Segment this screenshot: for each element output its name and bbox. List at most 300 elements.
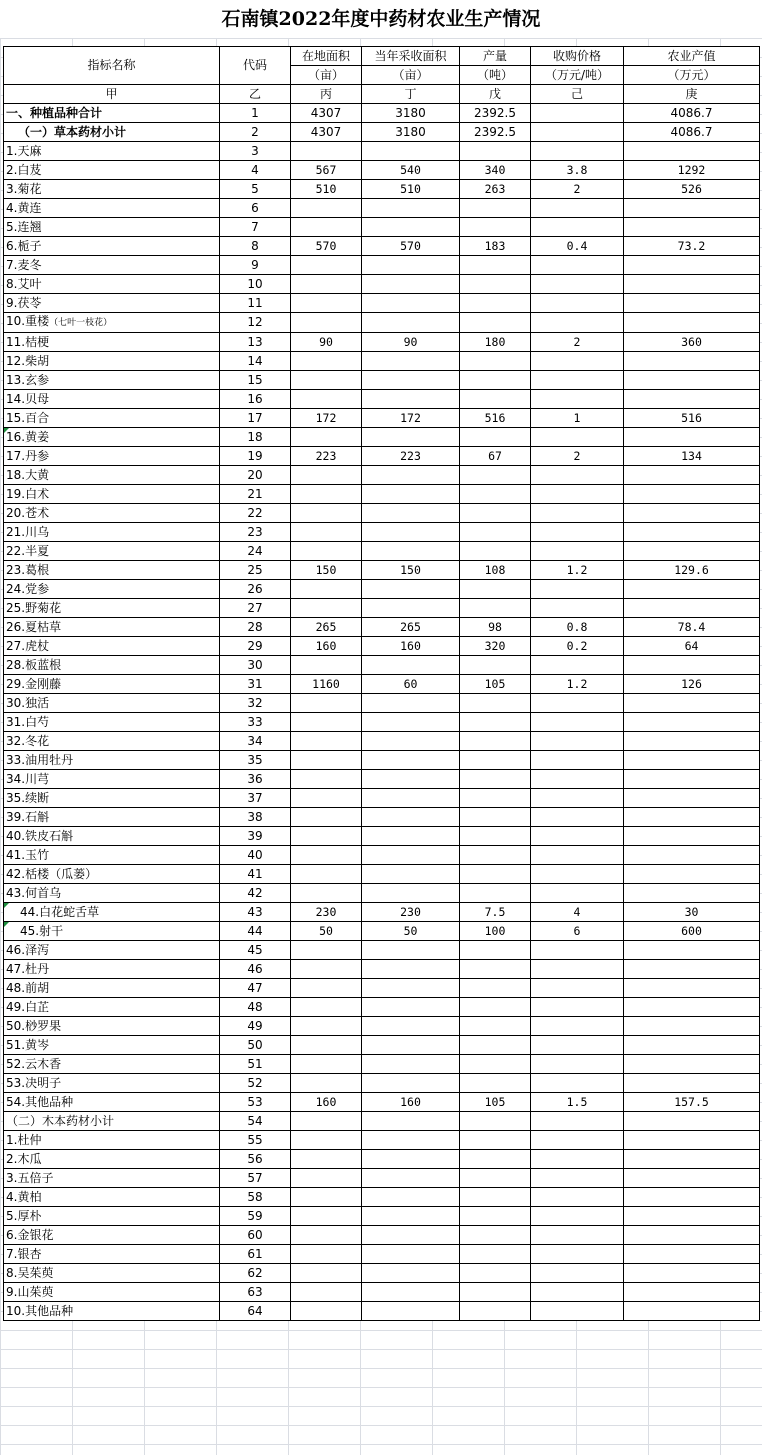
cell-code[interactable]: 50: [220, 1036, 291, 1055]
cell-harvest[interactable]: 60: [362, 675, 460, 694]
cell-code[interactable]: 5: [220, 180, 291, 199]
header-harvest-unit[interactable]: （亩）: [362, 66, 460, 85]
cell-area[interactable]: [291, 313, 362, 333]
cell-price[interactable]: [531, 827, 624, 846]
cell-value[interactable]: [624, 979, 760, 998]
cell-harvest[interactable]: [362, 542, 460, 561]
cell-code[interactable]: 56: [220, 1150, 291, 1169]
cell-indicator-name[interactable]: [4, 713, 220, 732]
cell-harvest[interactable]: [362, 390, 460, 409]
cell-indicator-name[interactable]: [4, 979, 220, 998]
header-value[interactable]: 农业产值: [624, 47, 760, 66]
cell-price[interactable]: [531, 580, 624, 599]
cell-output[interactable]: [460, 485, 531, 504]
cell-harvest[interactable]: [362, 1226, 460, 1245]
cell-area[interactable]: 567: [291, 161, 362, 180]
cell-price[interactable]: [531, 1169, 624, 1188]
cell-code[interactable]: 12: [220, 313, 291, 333]
cell-harvest[interactable]: [362, 941, 460, 960]
cell-indicator-name[interactable]: [4, 466, 220, 485]
cell-value[interactable]: [624, 1302, 760, 1321]
cell-indicator-name[interactable]: [4, 142, 220, 161]
cell-output[interactable]: [460, 294, 531, 313]
cell-area[interactable]: [291, 865, 362, 884]
cell-output[interactable]: 67: [460, 447, 531, 466]
cell-price[interactable]: [531, 352, 624, 371]
cell-area[interactable]: [291, 599, 362, 618]
cell-value[interactable]: 64: [624, 637, 760, 656]
cell-code[interactable]: 32: [220, 694, 291, 713]
cell-harvest[interactable]: [362, 599, 460, 618]
cell-area[interactable]: [291, 1283, 362, 1302]
cell-price[interactable]: [531, 313, 624, 333]
cell-area[interactable]: [291, 523, 362, 542]
cell-code[interactable]: 33: [220, 713, 291, 732]
header-harvest[interactable]: 当年采收面积: [362, 47, 460, 66]
cell-price[interactable]: 1.2: [531, 675, 624, 694]
cell-code[interactable]: 38: [220, 808, 291, 827]
cell-value[interactable]: [624, 390, 760, 409]
cell-harvest[interactable]: [362, 1169, 460, 1188]
cell-harvest[interactable]: [362, 1055, 460, 1074]
cell-area[interactable]: [291, 960, 362, 979]
cell-value[interactable]: 526: [624, 180, 760, 199]
cell-code[interactable]: 13: [220, 333, 291, 352]
cell-indicator-name[interactable]: [4, 1188, 220, 1207]
cell-value[interactable]: [624, 694, 760, 713]
cell-price[interactable]: [531, 599, 624, 618]
cell-value[interactable]: 129.6: [624, 561, 760, 580]
cell-area[interactable]: [291, 941, 362, 960]
cell-output[interactable]: [460, 1264, 531, 1283]
cell-price[interactable]: [531, 1112, 624, 1131]
cell-harvest[interactable]: [362, 770, 460, 789]
cell-area[interactable]: [291, 542, 362, 561]
cell-value[interactable]: [624, 142, 760, 161]
cell-area[interactable]: [291, 1169, 362, 1188]
cell-value[interactable]: 157.5: [624, 1093, 760, 1112]
cell-harvest[interactable]: [362, 371, 460, 390]
cell-harvest[interactable]: [362, 694, 460, 713]
cell-area[interactable]: [291, 808, 362, 827]
cell-value[interactable]: [624, 1245, 760, 1264]
cell-price[interactable]: 1.2: [531, 561, 624, 580]
cell-harvest[interactable]: [362, 294, 460, 313]
cell-code[interactable]: 16: [220, 390, 291, 409]
cell-harvest[interactable]: [362, 884, 460, 903]
cell-output[interactable]: [460, 428, 531, 447]
cell-price[interactable]: [531, 1017, 624, 1036]
cell-harvest[interactable]: [362, 504, 460, 523]
cell-value[interactable]: 73.2: [624, 237, 760, 256]
cell-price[interactable]: [531, 865, 624, 884]
cell-value[interactable]: [624, 1112, 760, 1131]
cell-indicator-name[interactable]: [4, 1169, 220, 1188]
cell-code[interactable]: 40: [220, 846, 291, 865]
cell-indicator-name[interactable]: [4, 599, 220, 618]
cell-indicator-name[interactable]: [4, 960, 220, 979]
cell-indicator-name[interactable]: [4, 199, 220, 218]
cell-code[interactable]: 58: [220, 1188, 291, 1207]
cell-value[interactable]: [624, 199, 760, 218]
cell-price[interactable]: [531, 371, 624, 390]
cell-output[interactable]: 180: [460, 333, 531, 352]
cell-price[interactable]: 0.2: [531, 637, 624, 656]
cell-price[interactable]: [531, 656, 624, 675]
cell-area[interactable]: [291, 732, 362, 751]
cell-harvest[interactable]: [362, 1036, 460, 1055]
cell-code[interactable]: 63: [220, 1283, 291, 1302]
cell-area[interactable]: [291, 998, 362, 1017]
cell-indicator-name[interactable]: [4, 808, 220, 827]
cell-area[interactable]: [291, 979, 362, 998]
cell-area[interactable]: [291, 142, 362, 161]
cell-area[interactable]: [291, 884, 362, 903]
letter-cell[interactable]: 甲: [4, 85, 220, 104]
cell-indicator-name[interactable]: [4, 1226, 220, 1245]
cell-code[interactable]: 44: [220, 922, 291, 941]
cell-code[interactable]: 25: [220, 561, 291, 580]
cell-harvest[interactable]: [362, 827, 460, 846]
cell-harvest[interactable]: [362, 1017, 460, 1036]
cell-harvest[interactable]: [362, 485, 460, 504]
cell-harvest[interactable]: 510: [362, 180, 460, 199]
cell-value[interactable]: [624, 884, 760, 903]
cell-indicator-name[interactable]: [4, 618, 220, 637]
cell-indicator-name[interactable]: [4, 637, 220, 656]
cell-value[interactable]: 1292: [624, 161, 760, 180]
cell-price[interactable]: 1: [531, 409, 624, 428]
cell-area[interactable]: [291, 1036, 362, 1055]
cell-indicator-name[interactable]: [4, 846, 220, 865]
cell-value[interactable]: [624, 827, 760, 846]
cell-harvest[interactable]: [362, 1131, 460, 1150]
cell-value[interactable]: [624, 371, 760, 390]
cell-harvest[interactable]: [362, 1302, 460, 1321]
cell-output[interactable]: [460, 732, 531, 751]
header-value-unit[interactable]: （万元）: [624, 66, 760, 85]
cell-code[interactable]: 19: [220, 447, 291, 466]
cell-price[interactable]: [531, 485, 624, 504]
cell-area[interactable]: [291, 713, 362, 732]
cell-area[interactable]: [291, 770, 362, 789]
cell-code[interactable]: 31: [220, 675, 291, 694]
cell-value[interactable]: 4086.7: [624, 123, 760, 142]
cell-value[interactable]: [624, 466, 760, 485]
cell-output[interactable]: [460, 1188, 531, 1207]
cell-value[interactable]: [624, 599, 760, 618]
cell-indicator-name[interactable]: [4, 333, 220, 352]
cell-indicator-name[interactable]: [4, 275, 220, 294]
cell-value[interactable]: [624, 313, 760, 333]
cell-price[interactable]: 2: [531, 447, 624, 466]
cell-value[interactable]: [624, 941, 760, 960]
cell-indicator-name[interactable]: [4, 180, 220, 199]
cell-indicator-name[interactable]: [4, 1112, 220, 1131]
cell-area[interactable]: 4307: [291, 104, 362, 123]
cell-harvest[interactable]: [362, 1264, 460, 1283]
cell-code[interactable]: 11: [220, 294, 291, 313]
cell-indicator-name[interactable]: [4, 428, 220, 447]
cell-indicator-name[interactable]: [4, 294, 220, 313]
cell-price[interactable]: [531, 428, 624, 447]
cell-indicator-name[interactable]: [4, 770, 220, 789]
cell-code[interactable]: 43: [220, 903, 291, 922]
cell-output[interactable]: [460, 694, 531, 713]
letter-cell[interactable]: 乙: [220, 85, 291, 104]
cell-value[interactable]: 78.4: [624, 618, 760, 637]
cell-harvest[interactable]: [362, 960, 460, 979]
cell-output[interactable]: 340: [460, 161, 531, 180]
header-output[interactable]: 产量: [460, 47, 531, 66]
cell-price[interactable]: [531, 789, 624, 808]
cell-output[interactable]: [460, 256, 531, 275]
cell-price[interactable]: [531, 808, 624, 827]
cell-value[interactable]: [624, 1188, 760, 1207]
cell-area[interactable]: [291, 1245, 362, 1264]
cell-value[interactable]: [624, 713, 760, 732]
cell-price[interactable]: 1.5: [531, 1093, 624, 1112]
cell-code[interactable]: 24: [220, 542, 291, 561]
cell-area[interactable]: 223: [291, 447, 362, 466]
cell-area[interactable]: [291, 275, 362, 294]
cell-value[interactable]: [624, 523, 760, 542]
cell-area[interactable]: 160: [291, 637, 362, 656]
cell-indicator-name[interactable]: [4, 1017, 220, 1036]
cell-harvest[interactable]: [362, 218, 460, 237]
cell-indicator-name[interactable]: [4, 732, 220, 751]
cell-value[interactable]: [624, 1283, 760, 1302]
cell-harvest[interactable]: [362, 732, 460, 751]
cell-code[interactable]: 62: [220, 1264, 291, 1283]
cell-code[interactable]: 27: [220, 599, 291, 618]
cell-harvest[interactable]: [362, 580, 460, 599]
cell-harvest[interactable]: [362, 979, 460, 998]
cell-price[interactable]: [531, 104, 624, 123]
cell-indicator-name[interactable]: [4, 447, 220, 466]
cell-area[interactable]: [291, 1074, 362, 1093]
cell-output[interactable]: [460, 656, 531, 675]
cell-area[interactable]: 160: [291, 1093, 362, 1112]
cell-output[interactable]: [460, 827, 531, 846]
header-price-unit[interactable]: （万元/吨）: [531, 66, 624, 85]
cell-code[interactable]: 26: [220, 580, 291, 599]
cell-price[interactable]: [531, 941, 624, 960]
cell-price[interactable]: [531, 256, 624, 275]
cell-area[interactable]: 570: [291, 237, 362, 256]
cell-code[interactable]: 39: [220, 827, 291, 846]
cell-value[interactable]: [624, 1131, 760, 1150]
cell-price[interactable]: [531, 523, 624, 542]
cell-value[interactable]: [624, 1264, 760, 1283]
cell-indicator-name[interactable]: [4, 485, 220, 504]
cell-code[interactable]: 1: [220, 104, 291, 123]
cell-price[interactable]: [531, 1226, 624, 1245]
cell-area[interactable]: [291, 694, 362, 713]
cell-price[interactable]: 0.8: [531, 618, 624, 637]
cell-area[interactable]: [291, 1188, 362, 1207]
cell-area[interactable]: [291, 256, 362, 275]
cell-price[interactable]: [531, 713, 624, 732]
cell-harvest[interactable]: 570: [362, 237, 460, 256]
cell-output[interactable]: [460, 751, 531, 770]
cell-harvest[interactable]: [362, 789, 460, 808]
cell-harvest[interactable]: [362, 523, 460, 542]
cell-price[interactable]: [531, 1245, 624, 1264]
cell-output[interactable]: [460, 390, 531, 409]
cell-code[interactable]: 42: [220, 884, 291, 903]
cell-price[interactable]: 3.8: [531, 161, 624, 180]
cell-area[interactable]: 510: [291, 180, 362, 199]
cell-indicator-name[interactable]: [4, 1036, 220, 1055]
cell-area[interactable]: 150: [291, 561, 362, 580]
cell-code[interactable]: 59: [220, 1207, 291, 1226]
letter-cell[interactable]: 庚: [624, 85, 760, 104]
cell-price[interactable]: [531, 694, 624, 713]
cell-area[interactable]: [291, 789, 362, 808]
header-code[interactable]: 代码: [220, 47, 291, 85]
cell-indicator-name[interactable]: [4, 1055, 220, 1074]
cell-indicator-name[interactable]: [4, 542, 220, 561]
cell-value[interactable]: [624, 218, 760, 237]
cell-value[interactable]: 360: [624, 333, 760, 352]
cell-indicator-name[interactable]: [4, 123, 220, 142]
cell-value[interactable]: [624, 656, 760, 675]
cell-indicator-name[interactable]: [4, 789, 220, 808]
cell-price[interactable]: [531, 884, 624, 903]
cell-value[interactable]: 126: [624, 675, 760, 694]
cell-output[interactable]: [460, 1055, 531, 1074]
cell-harvest[interactable]: 90: [362, 333, 460, 352]
cell-output[interactable]: [460, 199, 531, 218]
cell-price[interactable]: [531, 275, 624, 294]
cell-value[interactable]: [624, 1074, 760, 1093]
cell-code[interactable]: 10: [220, 275, 291, 294]
cell-output[interactable]: [460, 979, 531, 998]
cell-code[interactable]: 30: [220, 656, 291, 675]
cell-area[interactable]: [291, 656, 362, 675]
cell-value[interactable]: [624, 294, 760, 313]
cell-price[interactable]: [531, 466, 624, 485]
cell-output[interactable]: [460, 960, 531, 979]
cell-code[interactable]: 52: [220, 1074, 291, 1093]
cell-harvest[interactable]: [362, 808, 460, 827]
cell-code[interactable]: 21: [220, 485, 291, 504]
cell-harvest[interactable]: [362, 1188, 460, 1207]
cell-area[interactable]: [291, 1226, 362, 1245]
cell-value[interactable]: [624, 1169, 760, 1188]
cell-area[interactable]: [291, 466, 362, 485]
cell-price[interactable]: [531, 998, 624, 1017]
cell-indicator-name[interactable]: [4, 1245, 220, 1264]
cell-output[interactable]: [460, 1112, 531, 1131]
cell-indicator-name[interactable]: [4, 656, 220, 675]
header-name[interactable]: 指标名称: [4, 47, 220, 85]
cell-area[interactable]: [291, 827, 362, 846]
cell-price[interactable]: [531, 1264, 624, 1283]
cell-code[interactable]: 23: [220, 523, 291, 542]
cell-harvest[interactable]: 540: [362, 161, 460, 180]
cell-indicator-name[interactable]: [4, 694, 220, 713]
header-price[interactable]: 收购价格: [531, 47, 624, 66]
cell-output[interactable]: [460, 884, 531, 903]
cell-output[interactable]: [460, 599, 531, 618]
cell-price[interactable]: 2: [531, 180, 624, 199]
cell-indicator-name[interactable]: [4, 865, 220, 884]
cell-code[interactable]: 49: [220, 1017, 291, 1036]
cell-harvest[interactable]: [362, 466, 460, 485]
cell-value[interactable]: [624, 504, 760, 523]
cell-output[interactable]: 183: [460, 237, 531, 256]
cell-harvest[interactable]: 265: [362, 618, 460, 637]
cell-output[interactable]: [460, 770, 531, 789]
cell-output[interactable]: [460, 352, 531, 371]
cell-price[interactable]: [531, 732, 624, 751]
cell-indicator-name[interactable]: [4, 922, 220, 941]
cell-value[interactable]: [624, 1055, 760, 1074]
cell-indicator-name[interactable]: [4, 161, 220, 180]
cell-harvest[interactable]: [362, 1150, 460, 1169]
cell-code[interactable]: 4: [220, 161, 291, 180]
cell-value[interactable]: [624, 1017, 760, 1036]
cell-value[interactable]: [624, 732, 760, 751]
cell-price[interactable]: [531, 751, 624, 770]
cell-price[interactable]: [531, 1055, 624, 1074]
cell-code[interactable]: 47: [220, 979, 291, 998]
cell-output[interactable]: [460, 1302, 531, 1321]
cell-harvest[interactable]: [362, 751, 460, 770]
cell-indicator-name[interactable]: [4, 1207, 220, 1226]
cell-indicator-name[interactable]: [4, 523, 220, 542]
cell-area[interactable]: [291, 199, 362, 218]
cell-output[interactable]: [460, 713, 531, 732]
cell-indicator-name[interactable]: [4, 751, 220, 770]
cell-output[interactable]: 320: [460, 637, 531, 656]
cell-harvest[interactable]: [362, 352, 460, 371]
cell-code[interactable]: 6: [220, 199, 291, 218]
cell-price[interactable]: 0.4: [531, 237, 624, 256]
cell-area[interactable]: [291, 428, 362, 447]
cell-code[interactable]: 48: [220, 998, 291, 1017]
cell-output[interactable]: [460, 1283, 531, 1302]
cell-code[interactable]: 37: [220, 789, 291, 808]
cell-code[interactable]: 29: [220, 637, 291, 656]
cell-indicator-name[interactable]: [4, 352, 220, 371]
cell-price[interactable]: [531, 1036, 624, 1055]
header-output-unit[interactable]: （吨）: [460, 66, 531, 85]
cell-price[interactable]: [531, 770, 624, 789]
cell-area[interactable]: [291, 1264, 362, 1283]
cell-output[interactable]: 516: [460, 409, 531, 428]
cell-price[interactable]: [531, 504, 624, 523]
cell-output[interactable]: [460, 1226, 531, 1245]
cell-output[interactable]: [460, 1207, 531, 1226]
cell-indicator-name[interactable]: [4, 390, 220, 409]
cell-harvest[interactable]: 172: [362, 409, 460, 428]
cell-output[interactable]: [460, 371, 531, 390]
cell-code[interactable]: 45: [220, 941, 291, 960]
cell-output[interactable]: [460, 142, 531, 161]
cell-code[interactable]: 36: [220, 770, 291, 789]
cell-code[interactable]: 15: [220, 371, 291, 390]
cell-value[interactable]: 134: [624, 447, 760, 466]
cell-code[interactable]: 60: [220, 1226, 291, 1245]
cell-harvest[interactable]: [362, 846, 460, 865]
cell-code[interactable]: 55: [220, 1131, 291, 1150]
cell-output[interactable]: [460, 1150, 531, 1169]
cell-price[interactable]: [531, 199, 624, 218]
cell-harvest[interactable]: [362, 1112, 460, 1131]
